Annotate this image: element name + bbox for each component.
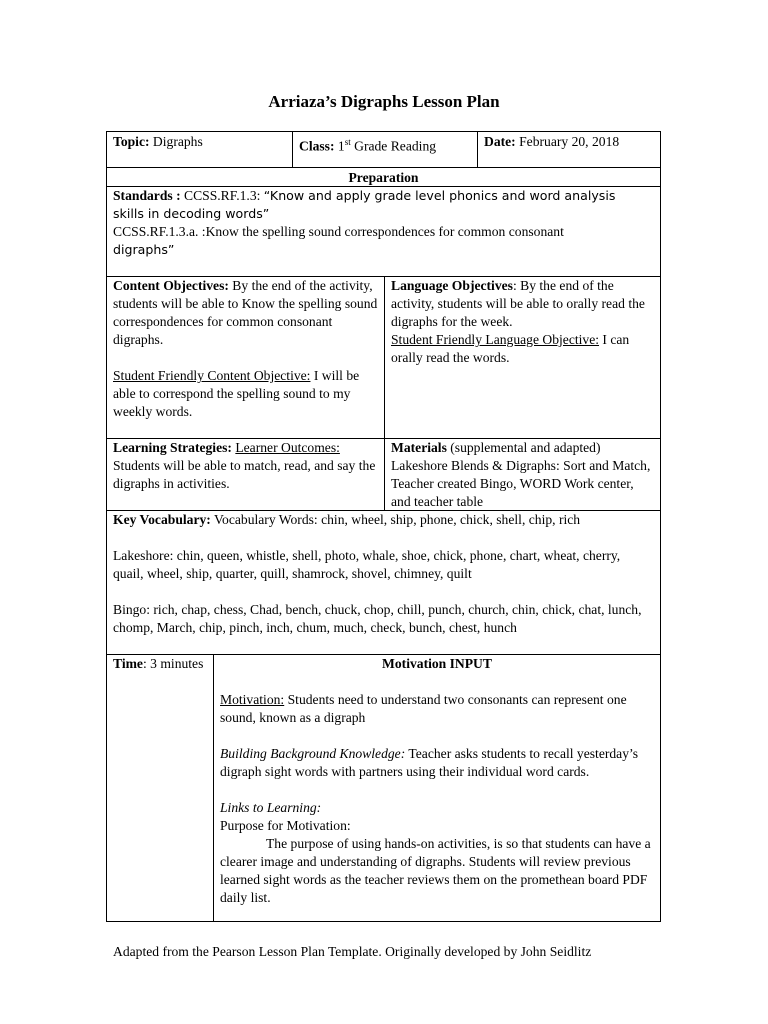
standards-text-1: “Know and apply grade level phonics and word analysis	[263, 188, 616, 203]
standards-line-3: CCSS.RF.1.3.a. :Know the spelling sound correspondences for common consonant	[113, 224, 564, 239]
materials-label: Materials	[391, 440, 447, 455]
class-value: Grade Reading	[354, 138, 437, 154]
standards-cell	[107, 187, 660, 259]
standards-line-4: digraphs”	[113, 242, 175, 257]
preparation-heading-text: Preparation	[348, 170, 419, 185]
standards-code: CCSS.RF.1.3:	[184, 188, 264, 203]
bbk-label: Building Background Knowledge:	[220, 746, 406, 761]
content-objectives-label: Content Objectives:	[113, 278, 229, 293]
learning-strategies-label: Learning Strategies:	[113, 440, 232, 455]
class-label: Class:	[299, 138, 335, 154]
class-cell	[293, 133, 477, 156]
document-title: Arriaza’s Digraphs Lesson Plan	[268, 92, 500, 111]
motivation-label: Motivation:	[220, 692, 285, 707]
time-label: Time	[113, 656, 143, 671]
topic-label: Topic:	[113, 134, 150, 149]
content-friendly-label: Student Friendly Content Objective:	[113, 368, 311, 383]
purpose-text: The purpose of using hands-on activities, is so that students can have a clearer image and understanding of digraphs. Students will review previous learned sight words as the teacher reviews them on the promethean board PDF daily list.	[220, 836, 651, 905]
language-objectives-label: Language Objectives	[391, 278, 513, 293]
language-friendly-label: Student Friendly Language Objective:	[391, 332, 600, 347]
bingo-words: Bingo: rich, chap, chess, Chad, bench, chuck, chop, chill, punch, church, chin, chick, chat, lunch, chomp, March, chip, pinch, inch, chum, much, check, bunch, chest, hunch	[113, 602, 642, 635]
standards-text-2: skills in decoding words”	[113, 206, 270, 221]
topic-cell	[107, 133, 292, 151]
motivation-cell	[214, 655, 660, 907]
date-cell	[478, 133, 661, 151]
vocabulary-words: Vocabulary Words: chin, wheel, ship, phone, chick, shell, chip, rich	[210, 512, 581, 527]
date-value: February 20, 2018	[519, 134, 620, 149]
language-friendly-text: I can orally read the words.	[391, 332, 630, 365]
language-objectives-text: : By the end of the activity, students will be able to orally read the digraphs for the week.	[391, 278, 645, 329]
key-vocabulary-label: Key Vocabulary:	[113, 512, 211, 527]
standards-label: Standards :	[113, 188, 181, 203]
learning-strategies-text: Students will be able to match, read, and say the digraphs in activities.	[113, 458, 376, 491]
time-cell	[107, 655, 213, 673]
date-label: Date:	[484, 134, 516, 149]
content-friendly-text: I will be able to correspond the spelling sound to my weekly words.	[113, 368, 360, 419]
materials-cell	[385, 439, 661, 511]
bbk-text: Teacher asks students to recall yesterday’s digraph sight words with partners using their individual word cards.	[220, 746, 639, 779]
learning-strategies-cell	[107, 439, 384, 493]
learner-outcomes-label: Learner Outcomes:	[235, 440, 340, 455]
key-vocabulary-cell	[107, 511, 660, 637]
footer-note: Adapted from the Pearson Lesson Plan Template. Originally developed by John Seidlitz	[113, 944, 592, 959]
content-objectives-text: By the end of the activity, students will be able to Know the spelling sound correspondences for common consonant digraphs.	[113, 278, 378, 347]
motivation-text: Students need to understand two consonants can represent one sound, known as a digraph	[220, 692, 627, 725]
time-value: : 3 minutes	[142, 656, 204, 671]
motivation-heading: Motivation INPUT	[382, 656, 492, 671]
materials-text: (supplemental and adapted) Lakeshore Blends & Digraphs: Sort and Match, Teacher created Bingo, WORD Work center, and teacher table	[391, 440, 651, 509]
links-to-learning-label: Links to Learning:	[220, 800, 322, 815]
purpose-label: Purpose for Motivation:	[220, 818, 351, 833]
language-objectives-cell	[385, 277, 661, 367]
class-number: 1	[337, 138, 345, 154]
class-superscript: st	[344, 137, 351, 147]
lakeshore-words: Lakeshore: chin, queen, whistle, shell, photo, whale, shoe, chick, phone, chart, wheat, cherry, quail, wheel, ship, quarter, quill, shamrock, shovel, chimney, quilt	[113, 548, 621, 581]
content-objectives-cell	[107, 277, 384, 421]
topic-value: Digraphs	[152, 134, 203, 149]
preparation-heading	[107, 169, 660, 187]
